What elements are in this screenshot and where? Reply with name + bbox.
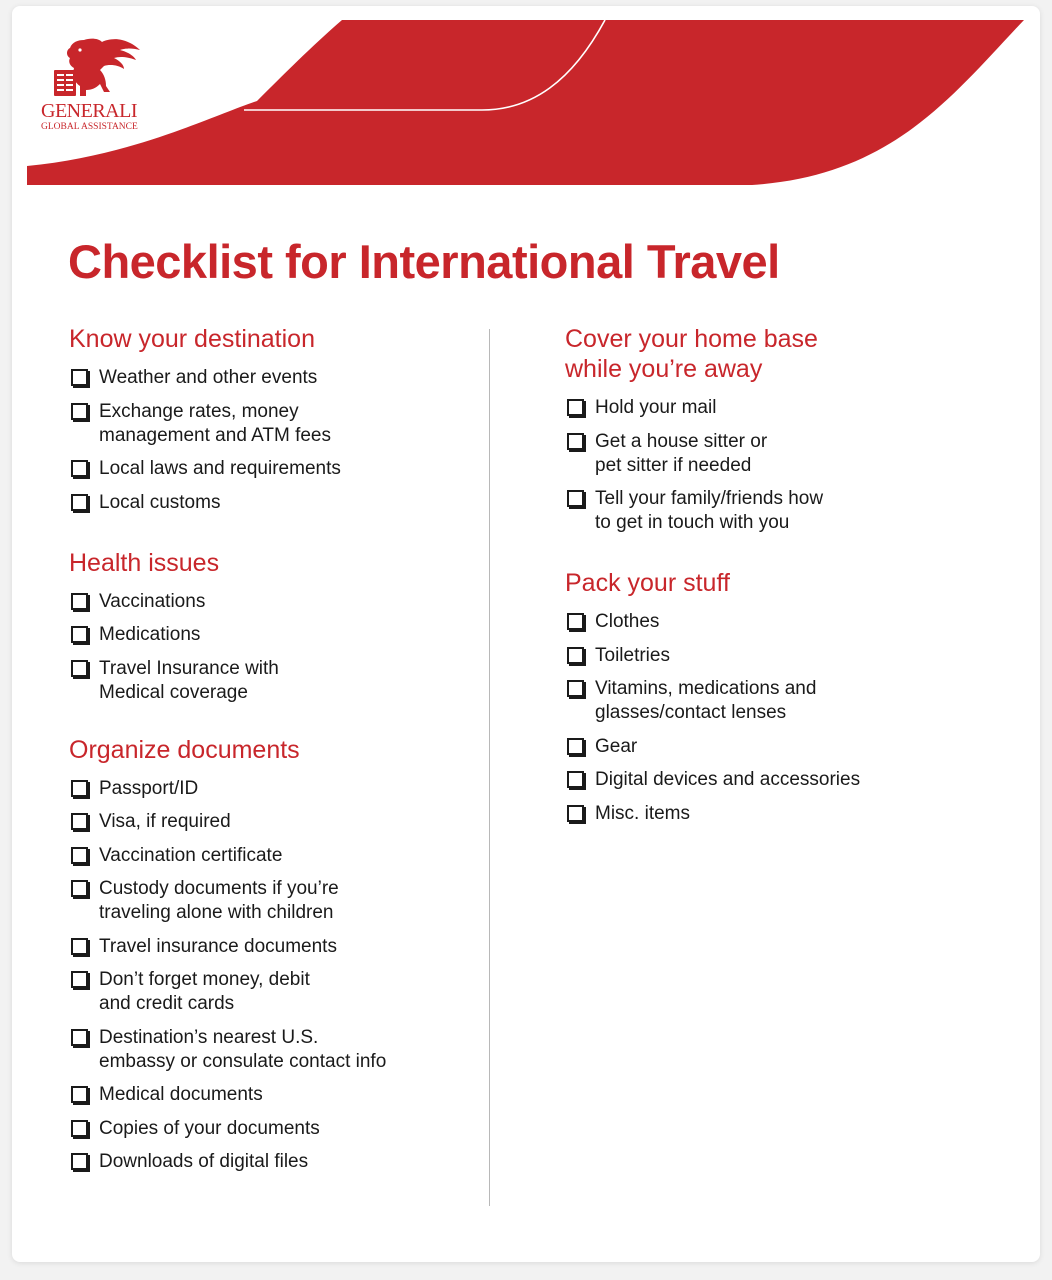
checklist-item xyxy=(69,457,469,481)
checklist-item-label: Vaccinations xyxy=(99,590,206,612)
checklist-item xyxy=(565,610,985,634)
checklist-item-label: Travel insurance documents xyxy=(99,935,337,957)
checkbox-icon[interactable] xyxy=(71,494,88,511)
column-divider xyxy=(489,329,490,1206)
section-heading: Know your destination xyxy=(69,325,315,353)
section-health-issues xyxy=(69,548,469,705)
checkbox-icon[interactable] xyxy=(71,369,88,386)
brand-wordmark: GENERALI xyxy=(41,100,137,122)
checkbox-icon[interactable] xyxy=(71,1029,88,1046)
checklist-item xyxy=(69,1117,469,1141)
section-heading: Pack your stuff xyxy=(565,569,730,597)
checkbox-icon[interactable] xyxy=(567,647,584,664)
checkbox-icon[interactable] xyxy=(567,399,584,416)
checklist-item xyxy=(69,491,469,515)
checklist-item-label: Local laws and requirements xyxy=(99,458,341,479)
checkbox-icon[interactable] xyxy=(71,1153,88,1170)
page-title: Checklist for International Travel xyxy=(68,235,780,288)
checklist xyxy=(69,777,469,1175)
section-know-your-destination xyxy=(69,324,469,515)
checklist-page xyxy=(12,6,1040,1262)
checkbox-icon[interactable] xyxy=(567,680,584,697)
checklist-item xyxy=(565,768,985,792)
checklist-item xyxy=(69,877,469,925)
checklist-item-label: Toiletries xyxy=(595,644,670,666)
checkbox-icon[interactable] xyxy=(71,780,88,797)
checklist-item-label: Hold your mail xyxy=(595,397,717,418)
checklist-item-label: Gear xyxy=(595,735,638,757)
checklist-item xyxy=(69,623,469,647)
section-heading: Health issues xyxy=(69,548,220,577)
checklist-item xyxy=(69,400,469,448)
checkbox-icon[interactable] xyxy=(71,660,88,677)
checklist-item-label: Don’t forget money, debit and credit cards xyxy=(99,969,310,1014)
checklist-item-label: Destination’s nearest U.S. embassy or consulate contact info xyxy=(99,1026,387,1072)
checklist-item xyxy=(69,844,469,868)
checkbox-icon[interactable] xyxy=(71,1086,88,1103)
checklist-item xyxy=(69,1026,469,1074)
checklist-item xyxy=(69,1150,469,1174)
checkbox-icon[interactable] xyxy=(71,938,88,955)
checklist-item xyxy=(565,802,985,826)
checklist-item xyxy=(565,430,985,478)
checklist-item-label: Weather and other events xyxy=(99,367,318,388)
checkbox-icon[interactable] xyxy=(567,490,584,507)
checklist-item xyxy=(69,590,469,614)
checkbox-icon[interactable] xyxy=(71,626,88,643)
checklist-item-label: Travel Insurance with Medical coverage xyxy=(99,657,279,703)
checkbox-icon[interactable] xyxy=(567,805,584,822)
checklist-item xyxy=(565,396,985,420)
checklist-item-label: Downloads of digital files xyxy=(99,1151,309,1172)
checkbox-icon[interactable] xyxy=(71,593,88,610)
checklist-item-label: Tell your family/friends how to get in touch with you xyxy=(595,488,824,533)
checklist-item xyxy=(565,735,985,759)
checklist-item xyxy=(69,366,469,390)
checklist-item xyxy=(69,968,469,1016)
checklist-item xyxy=(69,810,469,834)
checklist-item xyxy=(69,935,469,959)
checklist-item-label: Get a house sitter or pet sitter if needed xyxy=(595,430,768,476)
checkbox-icon[interactable] xyxy=(71,460,88,477)
checklist xyxy=(69,366,469,515)
checklist xyxy=(565,396,985,535)
brand-subtitle: GLOBAL ASSISTANCE xyxy=(41,122,138,132)
checklist-item-label: Vitamins, medications and glasses/contact lenses xyxy=(595,678,817,723)
checklist-item-label: Vaccination certificate xyxy=(99,844,283,866)
checkbox-icon[interactable] xyxy=(71,971,88,988)
checkbox-icon[interactable] xyxy=(71,813,88,830)
checkbox-icon[interactable] xyxy=(71,403,88,420)
checkbox-icon[interactable] xyxy=(71,1120,88,1137)
checkbox-icon[interactable] xyxy=(567,738,584,755)
section-heading: Organize documents xyxy=(69,735,300,764)
checklist-item xyxy=(69,1083,469,1107)
checklist-item-label: Passport/ID xyxy=(99,777,199,799)
checklist-item-label: Medications xyxy=(99,624,201,645)
checklist-item-label: Local customs xyxy=(99,491,221,513)
checklist-item xyxy=(565,644,985,668)
checklist-item xyxy=(69,777,469,801)
checkbox-icon[interactable] xyxy=(71,880,88,897)
checklist-item-label: Medical documents xyxy=(99,1084,263,1105)
checkbox-icon[interactable] xyxy=(71,847,88,864)
checklist-item-label: Clothes xyxy=(595,611,660,632)
left-column xyxy=(69,324,469,1207)
section-heading: Cover your home base while you’re away xyxy=(565,325,818,383)
checkbox-icon[interactable] xyxy=(567,613,584,630)
checklist-item-label: Digital devices and accessories xyxy=(595,769,861,790)
checklist xyxy=(565,610,985,826)
checklist-item xyxy=(69,657,469,705)
section-pack-your-stuff xyxy=(565,568,985,826)
checklist-item-label: Misc. items xyxy=(595,802,690,824)
checklist-item-label: Exchange rates, money management and ATM fees xyxy=(99,400,331,446)
section-organize-documents xyxy=(69,735,469,1175)
checklist-item-label: Custody documents if you’re traveling alone with children xyxy=(99,878,339,923)
checklist-item-label: Copies of your documents xyxy=(99,1117,320,1139)
checkbox-icon[interactable] xyxy=(567,771,584,788)
checkbox-icon[interactable] xyxy=(567,433,584,450)
header-swoosh-graphic xyxy=(12,6,1040,191)
right-column xyxy=(565,324,985,859)
checklist-item xyxy=(565,487,985,535)
section-cover-home-base xyxy=(565,324,985,535)
checklist-item xyxy=(565,677,985,725)
checklist-item-label: Visa, if required xyxy=(99,811,231,832)
checklist xyxy=(69,590,469,705)
